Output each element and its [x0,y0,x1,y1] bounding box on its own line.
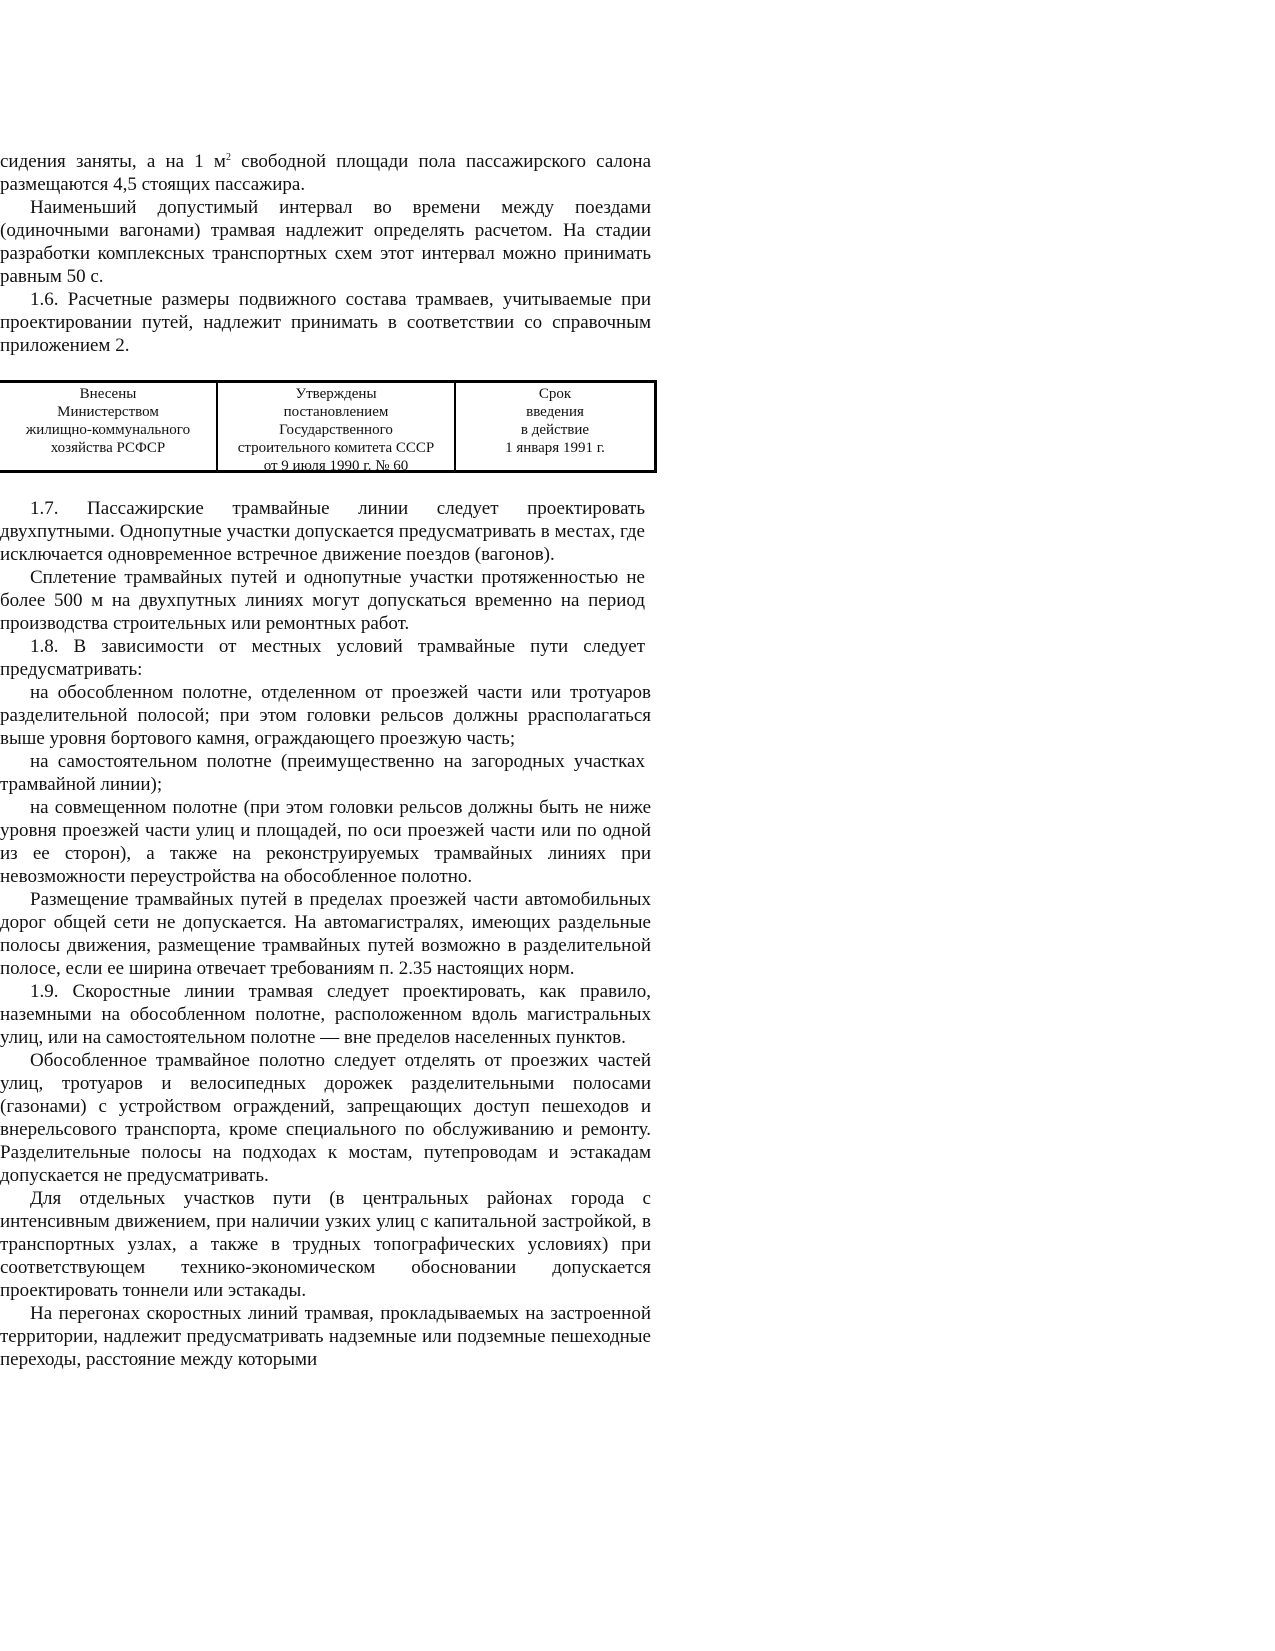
paragraph-1-9: 1.9. Скоростные линии трамвая следует проектировать, как правило, наземными на обособленном полотне, расположенном вдоль магистральных улиц, или на самостоятельном полотне — вне пределов населенных пунктов. [0,981,651,1048]
superscript-2: 2 [225,152,231,163]
paragraph-continuation: сидения заняты, а на 1 $м^2$ свободной площади пола пассажирского салона размещаются 4,5 стоящих пассажира. [0,151,652,195]
paragraph-1-6: 1.6. Расчетные размеры подвижного состава трамваев, учитываемые при проектировании путей, надлежит принимать в соответствии со справочным приложением 2. [0,289,651,356]
approval-stamp-table [0,380,657,473]
paragraph-independent-track: на самостоятельном полотне (преимущественно на загородных участках трамвайной линии); [0,751,645,795]
paragraph-interval: Наименьший допустимый интервал во времени между поездами (одиночными вагонами) трамвая надлежит определять расчетом. На стадии разработки комплексных транспортных схем этот интервал можно принимать равным 50 с. [0,197,651,287]
stamp-effective-date: Срок введения в действие 1 января 1991 г. [505,386,605,456]
paragraph-separated-track: на обособленном полотне, отделенном от проезжей части или тротуаров разделительной полосой; при этом головки рельсов должны ррасполагаться выше уровня бортового камня, ограждающего проезжую часть; [0,682,651,749]
stamp-introduced-by: Внесены Министерством жилищно-коммунального хозяйства РСФСР [0,383,218,470]
top-text-block [0,150,651,357]
paragraph-placement: Размещение трамвайных путей в пределах проезжей части автомобильных дорог общей сети не допускается. На автомагистралях, имеющих раздельные полосы движения, размещение трамвайных путей возможно в разделительной полосе, если ее ширина отвечает требованиям п. 2.35 настоящих норм. [0,889,651,979]
paragraph-tunnels: Для отдельных участков пути (в центральных районах города с интенсивным движением, при наличии узких улиц с капитальной застройкой, в транспортных узлах, а также в трудных топографических условиях) при соответствующем технико-экономическом обосновании допускается проектировать тоннели или эстакады. [0,1188,651,1301]
paragraph-crossings: На перегонах скоростных линий трамвая, прокладываемых на застроенной территории, надлежит предусматривать надземные или подземные пешеходные переходы, расстояние между которыми [0,1303,651,1370]
paragraph-1-7: 1.7. Пассажирские трамвайные линии следует проектировать двухпутными. Однопутные участки допускается предусматривать в местах, где исключается одновременное встречное движение поездов (вагонов). [0,498,645,565]
bottom-text-block [0,497,651,1371]
paragraph-1-8: 1.8. В зависимости от местных условий трамвайные пути следует предусматривать: [0,636,645,680]
paragraph-separation: Обособленное трамвайное полотно следует отделять от проезжих частей улиц, тротуаров и велосипедных дорожек разделительными полосами (газонами) с устройством ограждений, запрещающих доступ пешеходов и внерельсового транспорта, кроме специального по обслуживанию и ремонту. Разделительные полосы на подходах к мостам, путепроводам и эстакадам допускается не предусматривать. [0,1050,651,1186]
paragraph-combined-track: на совмещенном полотне (при этом головки рельсов должны быть не ниже уровня проезжей части улиц и площадей, по оси проезжей части или по одной из ее сторон), а также на реконструируемых трамвайных линиях при невозможности переустройства на обособленное полотно. [0,797,651,887]
paragraph-interlacing: Сплетение трамвайных путей и однопутные участки протяженностью не более 500 м на двухпутных линиях могут допускаться временно на период производства строительных или ремонтных работ. [0,567,645,634]
stamp-approved-by: Утверждены постановлением Государственного строительного комитета СССР от 9 июля 1990 г. № 60 [218,383,456,470]
